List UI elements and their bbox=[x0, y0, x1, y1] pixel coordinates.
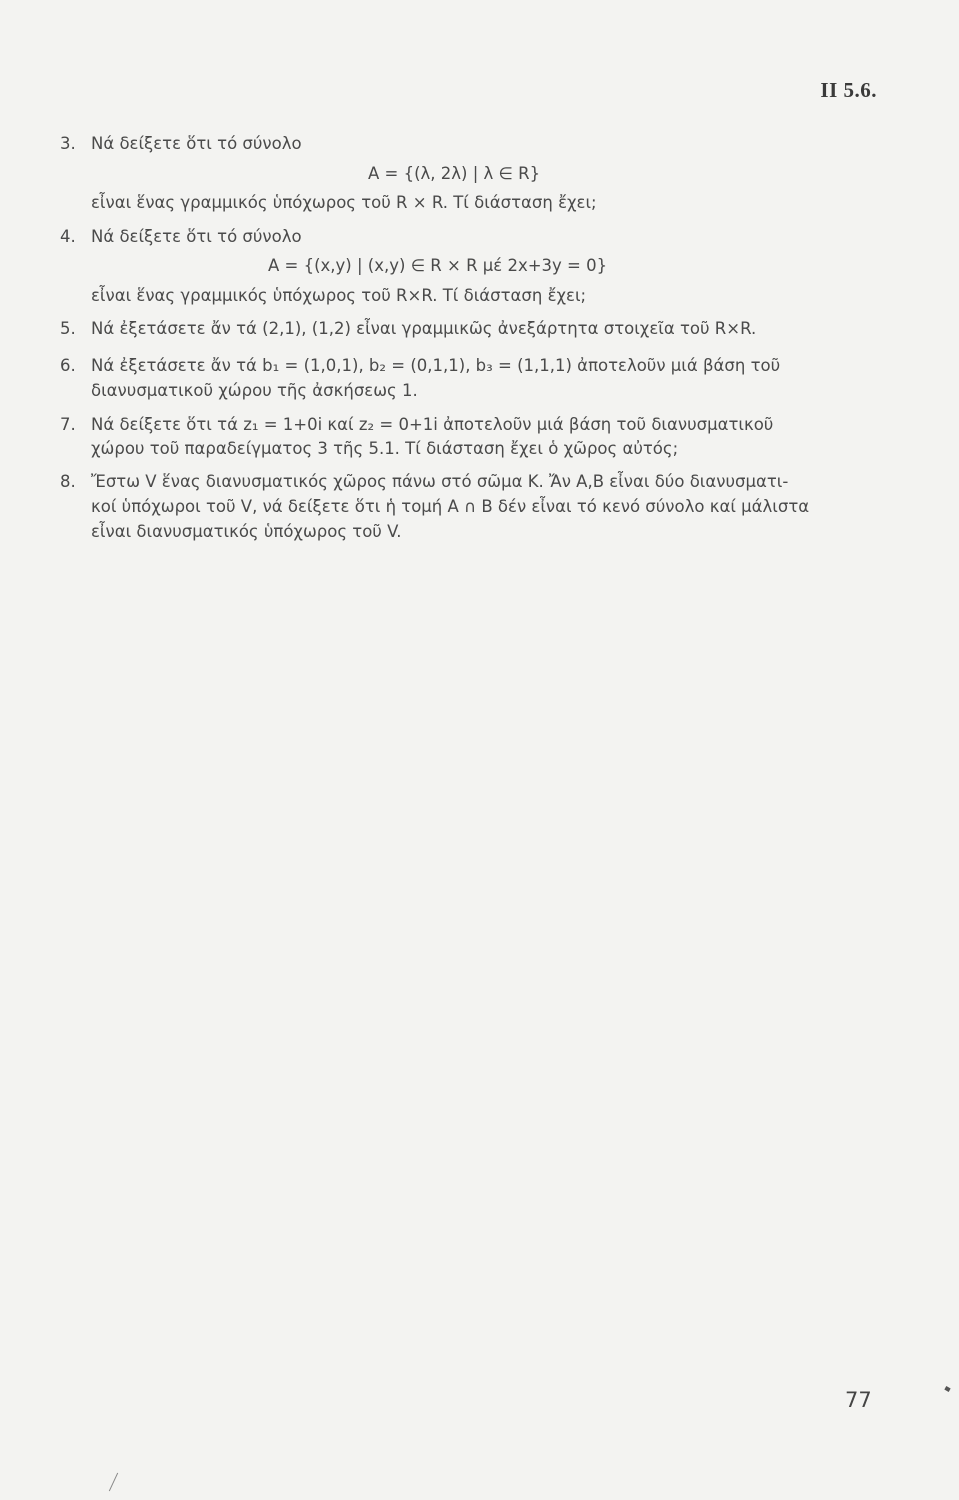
exercise-text-line: Νά δείξετε ὅτι τό σύνολο bbox=[91, 134, 302, 153]
exercise-text-line: χώρου τοῦ παραδείγματος 3 τῆς 5.1. Τί διάσταση ἔχει ὁ χῶρος αὐτός; bbox=[91, 439, 679, 458]
set-definition: A = {(x,y) | (x,y) ∈ R × R μέ 2x+3y = 0} bbox=[268, 256, 608, 275]
exercise-text-line: Ἔστω V ἕνας διανυσματικός χῶρος πάνω στό σῶμα K. Ἄν A,B εἶναι δύο διανυσματι- bbox=[91, 472, 789, 491]
page-number: 77 bbox=[845, 1388, 872, 1412]
exercise-text-line: εἶναι διανυσματικός ὑπόχωρος τοῦ V. bbox=[91, 522, 402, 541]
scan-speck bbox=[944, 1386, 950, 1392]
exercise-number: 5. bbox=[60, 319, 76, 338]
scan-mark bbox=[109, 1473, 118, 1492]
exercise-text-line: Νά δείξετε ὅτι τά z₁ = 1+0i καί z₂ = 0+1i ἀποτελοῦν μιά βάση τοῦ διανυσματικοῦ bbox=[91, 415, 774, 434]
exercise-text-line: εἶναι ἕνας γραμμικός ὑπόχωρος τοῦ R × R. Τί διάσταση ἔχει; bbox=[91, 193, 597, 212]
exercise-text-line: διανυσματικοῦ χώρου τῆς ἀσκήσεως 1. bbox=[91, 381, 418, 400]
exercise-number: 7. bbox=[60, 415, 76, 434]
set-definition: A = {(λ, 2λ) | λ ∈ R} bbox=[368, 164, 541, 183]
exercise-text-line: κοί ὑπόχωροι τοῦ V, νά δείξετε ὅτι ἡ τομή A ∩ B δέν εἶναι τό κενό σύνολο καί μάλιστα bbox=[91, 497, 810, 516]
exercise-number: 6. bbox=[60, 356, 76, 375]
exercise-text-line: Νά δείξετε ὅτι τό σύνολο bbox=[91, 227, 302, 246]
exercise-text-line: Νά ἐξετάσετε ἄν τά b₁ = (1,0,1), b₂ = (0,1,1), b₃ = (1,1,1) ἀποτελοῦν μιά βάση τοῦ bbox=[91, 356, 781, 375]
exercise-text-line: εἶναι ἕνας γραμμικός ὑπόχωρος τοῦ R×R. Τί διάσταση ἔχει; bbox=[91, 286, 587, 305]
section-header: II 5.6. bbox=[820, 78, 877, 102]
exercise-text-line: Νά ἐξετάσετε ἄν τά (2,1), (1,2) εἶναι γραμμικῶς ἀνεξάρτητα στοιχεῖα τοῦ R×R. bbox=[91, 319, 757, 338]
exercise-number: 3. bbox=[60, 134, 76, 153]
exercise-number: 8. bbox=[60, 472, 76, 491]
exercise-number: 4. bbox=[60, 227, 76, 246]
